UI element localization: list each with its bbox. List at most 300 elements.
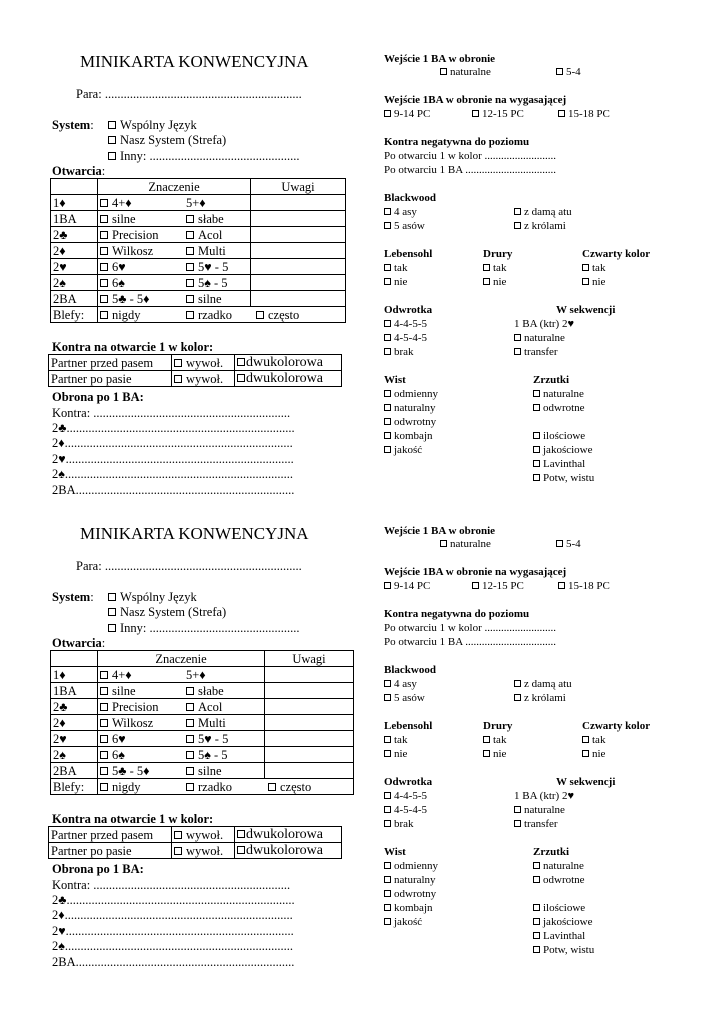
uwagi-cell[interactable] (265, 763, 354, 779)
checkbox-icon[interactable] (108, 152, 116, 160)
zrzutki-ilosciowe[interactable]: ilościowe (533, 430, 585, 442)
checkbox-icon[interactable] (384, 890, 391, 897)
znaczenie-options: 6♥ 5♥ - 5 (98, 731, 265, 747)
pc-9-14[interactable]: 9-14 PC (384, 580, 430, 592)
checkbox-icon[interactable] (514, 222, 521, 229)
kontra-kolor-label: Kontra na otwarcie 1 w kolor: (52, 340, 214, 354)
kontra-neg-1ba[interactable]: Po otwarciu 1 BA ................................. (384, 636, 557, 648)
checkbox-icon[interactable] (108, 121, 116, 129)
checkbox-icon[interactable] (237, 830, 245, 838)
bw-4-asy[interactable]: 4 asy (384, 678, 417, 690)
checkbox-icon[interactable] (582, 736, 589, 743)
wejscie-wyg-label: Wejście 1BA w obronie na wygasającej (384, 94, 567, 106)
uwagi-cell[interactable] (265, 683, 354, 699)
bw-4-asy[interactable]: 4 asy (384, 206, 417, 218)
otwarcie-row (51, 763, 354, 779)
dwukolorowa-option[interactable]: dwukolorowa (235, 827, 342, 843)
checkbox-icon[interactable] (533, 946, 540, 953)
drury-label: Drury (483, 248, 513, 260)
wejscie-naturalne[interactable]: naturalne (440, 538, 491, 550)
wywol-option[interactable]: wywoł. (172, 843, 235, 859)
wejscie-label: Wejście 1 BA w obronie (384, 53, 496, 65)
znaczenie-options: silne słabe (98, 683, 265, 699)
wist-naturalny[interactable]: naturalny (384, 874, 436, 886)
wejscie-label: Wejście 1 BA w obronie (384, 525, 496, 537)
odwrotka-label: Odwrotka (384, 776, 433, 788)
checkbox-icon[interactable] (582, 278, 589, 285)
checkbox-icon[interactable] (186, 295, 194, 303)
czwarty-nie[interactable]: nie (582, 276, 605, 288)
otwarcie-label: 2♠ (51, 275, 98, 291)
checkbox-icon[interactable] (100, 719, 108, 727)
drury-label: Drury (483, 720, 513, 732)
checkbox-icon[interactable] (100, 295, 108, 303)
uwagi-cell[interactable] (265, 667, 354, 683)
checkbox-icon[interactable] (186, 311, 194, 319)
obrona-label: Obrona po 1 BA: (52, 390, 144, 404)
blefy-label: Blefy: (51, 779, 98, 795)
otwarcie-label: 2♥ (51, 731, 98, 747)
checkbox-icon[interactable] (384, 264, 391, 271)
para-field[interactable]: ............................................................... (104, 559, 302, 573)
czwarty-tak[interactable]: tak (582, 734, 605, 746)
zrzutki-label: Zrzutki (533, 846, 570, 858)
checkbox-icon[interactable] (384, 110, 391, 117)
partner-po-label: Partner po pasie (49, 843, 172, 859)
otwarcie-row (51, 195, 346, 211)
checkbox-icon[interactable] (186, 735, 194, 743)
sekwencji-transfer[interactable]: transfer (514, 818, 558, 830)
minikarta-bottom (0, 472, 724, 969)
wejscie-5-4[interactable]: 5-4 (556, 66, 581, 78)
checkbox-icon[interactable] (384, 208, 391, 215)
checkbox-icon[interactable] (514, 680, 521, 687)
obrona-2d[interactable]: 2♦......................................................................... (52, 436, 293, 450)
uwagi-cell[interactable] (251, 211, 346, 227)
checkbox-icon[interactable] (582, 750, 589, 757)
checkbox-icon[interactable] (533, 876, 540, 883)
lebensohl-label: Lebensohl (384, 720, 433, 732)
checkbox-icon[interactable] (384, 278, 391, 285)
checkbox-icon[interactable] (186, 231, 194, 239)
checkbox-icon[interactable] (384, 320, 391, 327)
otwarcie-row (51, 211, 346, 227)
para-row (76, 87, 302, 102)
znaczenie-options: Precision Acol (98, 227, 251, 243)
otwarcie-row (51, 667, 354, 683)
checkbox-icon[interactable] (186, 687, 194, 695)
znaczenie-options: Wilkosz Multi (98, 715, 265, 731)
wejscie-naturalne[interactable]: naturalne (440, 66, 491, 78)
zrzutki-potw-wistu[interactable]: Potw, wistu (533, 944, 594, 956)
odwrotka-4545[interactable]: 4-5-4-5 (384, 332, 427, 344)
uwagi-cell[interactable] (265, 731, 354, 747)
checkbox-icon[interactable] (472, 582, 479, 589)
checkbox-icon[interactable] (533, 404, 540, 411)
wywol-option[interactable]: wywoł. (172, 371, 235, 387)
obrona-2s[interactable]: 2♠......................................................................... (52, 939, 294, 953)
znaczenie-options: 4+♦ 5+♦ (98, 195, 251, 211)
checkbox-icon[interactable] (174, 375, 182, 383)
checkbox-icon[interactable] (100, 783, 108, 791)
checkbox-icon[interactable] (440, 540, 447, 547)
obrona-2d[interactable]: 2♦......................................................................... (52, 908, 293, 922)
otwarcie-label: 2♣ (51, 227, 98, 243)
checkbox-icon[interactable] (483, 750, 490, 757)
bw-z-krolami[interactable]: z królami (514, 692, 566, 704)
card-title: MINIKARTA KONWENCYJNA (80, 52, 309, 71)
system-option-wspolny[interactable]: Wspólny Język (108, 590, 197, 605)
otwarcie-label: 2BA (51, 763, 98, 779)
checkbox-icon[interactable] (100, 767, 108, 775)
sekwencji-transfer[interactable]: transfer (514, 346, 558, 358)
checkbox-icon[interactable] (384, 736, 391, 743)
checkbox-icon[interactable] (384, 446, 391, 453)
checkbox-icon[interactable] (100, 751, 108, 759)
wist-odmienny[interactable]: odmienny (384, 388, 438, 400)
checkbox-icon[interactable] (186, 263, 194, 271)
zrzutki-ilosciowe[interactable]: ilościowe (533, 902, 585, 914)
lebensohl-tak[interactable]: tak (384, 734, 407, 746)
wist-naturalny[interactable]: naturalny (384, 402, 436, 414)
checkbox-icon[interactable] (440, 68, 447, 75)
otwarcie-row (51, 291, 346, 307)
para-label: Para: (76, 87, 102, 101)
partner-przed-label: Partner przed pasem (49, 827, 172, 843)
odwrotka-label: Odwrotka (384, 304, 433, 316)
obrona-2h[interactable]: 2♥......................................................................... (52, 924, 294, 938)
pc-9-14[interactable]: 9-14 PC (384, 108, 430, 120)
checkbox-icon[interactable] (558, 582, 565, 589)
zrzutki-lavinthal[interactable]: Lavinthal (533, 930, 585, 942)
system-option-nasz[interactable]: Nasz System (Strefa) (108, 605, 226, 620)
sekwencji-label: W sekwencji (556, 304, 616, 316)
checkbox-icon[interactable] (384, 694, 391, 701)
znaczenie-options: 4+♦ 5+♦ (98, 667, 265, 683)
wist-kombajn[interactable]: kombajn (384, 430, 433, 442)
checkbox-icon[interactable] (186, 783, 194, 791)
wejscie-5-4[interactable]: 5-4 (556, 538, 581, 550)
zrzutki-naturalne[interactable]: naturalne (533, 860, 584, 872)
checkbox-icon[interactable] (483, 264, 490, 271)
kontra-kolor-table (48, 354, 342, 387)
znaczenie-options: 6♠ 5♠ - 5 (98, 747, 265, 763)
zrzutki-jakosciowe[interactable]: jakościowe (533, 444, 592, 456)
znaczenie-options: 5♣ - 5♦ silne (98, 763, 265, 779)
lebensohl-nie[interactable]: nie (384, 748, 407, 760)
otwarcie-row (51, 259, 346, 275)
drury-tak[interactable]: tak (483, 262, 506, 274)
obrona-2c[interactable]: 2♣......................................................................... (52, 421, 295, 435)
lebensohl-nie[interactable]: nie (384, 276, 407, 288)
checkbox-icon[interactable] (186, 279, 194, 287)
odwrotka-4455[interactable]: 4-4-5-5 (384, 318, 427, 330)
checkbox-icon[interactable] (186, 751, 194, 759)
wist-kombajn[interactable]: kombajn (384, 902, 433, 914)
card-title: MINIKARTA KONWENCYJNA (80, 524, 309, 543)
bw-z-krolami[interactable]: z królami (514, 220, 566, 232)
otwarcie-label: 1♦ (51, 667, 98, 683)
checkbox-icon[interactable] (384, 806, 391, 813)
zrzutki-odwrotne[interactable]: odwrotne (533, 402, 585, 414)
checkbox-icon[interactable] (483, 736, 490, 743)
checkbox-icon[interactable] (556, 68, 563, 75)
otwarcie-label: 1BA (51, 211, 98, 227)
checkbox-icon[interactable] (108, 136, 116, 144)
otwarcie-label: 2♠ (51, 747, 98, 763)
system-option-inny[interactable]: Inny: ................................................ (108, 621, 300, 636)
otwarcie-row (51, 227, 346, 243)
wejscie-wyg-label: Wejście 1BA w obronie na wygasającej (384, 566, 567, 578)
checkbox-icon[interactable] (268, 783, 276, 791)
checkbox-icon[interactable] (100, 703, 108, 711)
checkbox-icon[interactable] (556, 540, 563, 547)
uwagi-cell[interactable] (265, 699, 354, 715)
checkbox-icon[interactable] (514, 208, 521, 215)
drury-nie[interactable]: nie (483, 276, 506, 288)
checkbox-icon[interactable] (533, 862, 540, 869)
drury-tak[interactable]: tak (483, 734, 506, 746)
kontra-neg-1ba[interactable]: Po otwarciu 1 BA ................................. (384, 164, 557, 176)
wist-jakosc[interactable]: jakość (384, 444, 422, 456)
bw-5-asow[interactable]: 5 asów (384, 220, 425, 232)
odwrotka-brak[interactable]: brak (384, 818, 414, 830)
checkbox-icon[interactable] (558, 110, 565, 117)
obrona-2nt[interactable]: 2BA...................................................................... (52, 483, 295, 497)
dwukolorowa-option[interactable]: dwukolorowa (235, 355, 342, 371)
pc-15-18[interactable]: 15-18 PC (558, 108, 610, 120)
otwarcie-row (51, 699, 354, 715)
checkbox-icon[interactable] (186, 703, 194, 711)
kontra-neg-kolor[interactable]: Po otwarciu 1 w kolor .......................... (384, 622, 557, 634)
checkbox-icon[interactable] (384, 750, 391, 757)
wywol-option[interactable]: wywoł. (172, 355, 235, 371)
checkbox-icon[interactable] (533, 904, 540, 911)
checkbox-icon[interactable] (384, 432, 391, 439)
para-field[interactable]: ............................................................... (104, 87, 302, 101)
znaczenie-options: 6♥ 5♥ - 5 (98, 259, 251, 275)
znaczenie-options: silne słabe (98, 211, 251, 227)
checkbox-icon[interactable] (100, 687, 108, 695)
uwagi-cell[interactable] (251, 227, 346, 243)
checkbox-icon[interactable] (384, 792, 391, 799)
checkbox-icon[interactable] (384, 390, 391, 397)
checkbox-icon[interactable] (384, 918, 391, 925)
checkbox-icon[interactable] (384, 404, 391, 411)
uwagi-cell[interactable] (251, 275, 346, 291)
otwarcie-label: 1♦ (51, 195, 98, 211)
czwarty-label: Czwarty kolor (582, 248, 651, 260)
checkbox-icon[interactable] (100, 671, 108, 679)
sekwencji-naturalne[interactable]: naturalne (514, 804, 565, 816)
checkbox-icon[interactable] (384, 222, 391, 229)
wist-label: Wist (384, 846, 406, 858)
otwarcie-label: 2♥ (51, 259, 98, 275)
checkbox-icon[interactable] (533, 460, 540, 467)
checkbox-icon[interactable] (472, 110, 479, 117)
checkbox-icon[interactable] (186, 215, 194, 223)
checkbox-icon[interactable] (384, 820, 391, 827)
checkbox-icon[interactable] (186, 247, 194, 255)
checkbox-icon[interactable] (174, 847, 182, 855)
wist-jakosc[interactable]: jakość (384, 916, 422, 928)
dwukolorowa-option[interactable]: dwukolorowa (235, 843, 342, 859)
otwarcia-label: Otwarcia: (52, 164, 106, 178)
system-option-inny[interactable]: Inny: ................................................ (108, 149, 300, 164)
sekwencji-line: 1 BA (ktr) 2♥ (514, 790, 575, 802)
pc-15-18[interactable]: 15-18 PC (558, 580, 610, 592)
partner-po-label: Partner po pasie (49, 371, 172, 387)
checkbox-icon[interactable] (533, 390, 540, 397)
checkbox-icon[interactable] (514, 334, 521, 341)
blefy-options: nigdy rzadko często (98, 779, 354, 795)
otwarcia-table (50, 178, 346, 323)
uwagi-cell[interactable] (251, 195, 346, 211)
uwagi-cell[interactable] (265, 747, 354, 763)
checkbox-icon[interactable] (384, 348, 391, 355)
uwagi-header: Uwagi (251, 179, 346, 195)
obrona-kontra[interactable]: Kontra: ............................................................... (52, 878, 291, 892)
otwarcia-table (50, 650, 354, 795)
system-option-wspolny[interactable]: Wspólny Język (108, 118, 197, 133)
checkbox-icon[interactable] (100, 247, 108, 255)
bw-z-dama[interactable]: z damą atu (514, 206, 572, 218)
checkbox-icon[interactable] (174, 831, 182, 839)
uwagi-header: Uwagi (265, 651, 354, 667)
zrzutki-jakosciowe[interactable]: jakościowe (533, 916, 592, 928)
otwarcie-row (51, 715, 354, 731)
uwagi-cell[interactable] (251, 291, 346, 307)
checkbox-icon[interactable] (237, 846, 245, 854)
checkbox-icon[interactable] (384, 334, 391, 341)
sekwencji-naturalne[interactable]: naturalne (514, 332, 565, 344)
checkbox-icon[interactable] (384, 582, 391, 589)
otwarcie-row (51, 731, 354, 747)
checkbox-icon[interactable] (384, 680, 391, 687)
checkbox-icon[interactable] (533, 932, 540, 939)
zrzutki-lavinthal[interactable]: Lavinthal (533, 458, 585, 470)
checkbox-icon[interactable] (384, 418, 391, 425)
checkbox-icon[interactable] (100, 199, 108, 207)
kontra-neg-kolor[interactable]: Po otwarciu 1 w kolor .......................... (384, 150, 557, 162)
checkbox-icon[interactable] (108, 593, 116, 601)
blefy-label: Blefy: (51, 307, 98, 323)
otwarcie-label: 2♦ (51, 715, 98, 731)
checkbox-icon[interactable] (514, 820, 521, 827)
lebensohl-tak[interactable]: tak (384, 262, 407, 274)
pc-12-15[interactable]: 12-15 PC (472, 108, 524, 120)
uwagi-cell[interactable] (251, 259, 346, 275)
checkbox-icon[interactable] (533, 918, 540, 925)
checkbox-icon[interactable] (514, 348, 521, 355)
drury-nie[interactable]: nie (483, 748, 506, 760)
para-row (76, 559, 302, 574)
uwagi-cell[interactable] (251, 243, 346, 259)
blefy-options: nigdy rzadko często (98, 307, 346, 323)
checkbox-icon[interactable] (174, 359, 182, 367)
checkbox-icon[interactable] (108, 624, 116, 632)
czwarty-tak[interactable]: tak (582, 262, 605, 274)
wist-odwrotny[interactable]: odwrotny (384, 888, 436, 900)
otwarcie-label: 2♣ (51, 699, 98, 715)
para-label: Para: (76, 559, 102, 573)
minikarta-top (0, 0, 724, 497)
checkbox-icon[interactable] (100, 231, 108, 239)
checkbox-icon[interactable] (514, 694, 521, 701)
checkbox-icon[interactable] (237, 374, 245, 382)
zrzutki-potw-wistu[interactable]: Potw, wistu (533, 472, 594, 484)
bw-z-dama[interactable]: z damą atu (514, 678, 572, 690)
otwarcie-row (51, 683, 354, 699)
checkbox-icon[interactable] (186, 719, 194, 727)
partner-przed-label: Partner przed pasem (49, 355, 172, 371)
checkbox-icon[interactable] (533, 432, 540, 439)
checkbox-icon[interactable] (582, 264, 589, 271)
zrzutki-odwrotne[interactable]: odwrotne (533, 874, 585, 886)
otwarcie-row (51, 243, 346, 259)
uwagi-cell[interactable] (265, 715, 354, 731)
znaczenie-options: 6♠ 5♠ - 5 (98, 275, 251, 291)
system-option-nasz[interactable]: Nasz System (Strefa) (108, 133, 226, 148)
otwarcie-row (51, 747, 354, 763)
checkbox-icon[interactable] (100, 263, 108, 271)
checkbox-icon[interactable] (186, 767, 194, 775)
otwarcie-row (51, 275, 346, 291)
zrzutki-naturalne[interactable]: naturalne (533, 388, 584, 400)
sekwencji-line: 1 BA (ktr) 2♥ (514, 318, 575, 330)
odwrotka-brak[interactable]: brak (384, 346, 414, 358)
otwarcie-label: 2♦ (51, 243, 98, 259)
checkbox-icon[interactable] (237, 358, 245, 366)
system-label: System: (52, 590, 94, 604)
checkbox-icon[interactable] (514, 806, 521, 813)
bw-5-asow[interactable]: 5 asów (384, 692, 425, 704)
checkbox-icon[interactable] (108, 608, 116, 616)
odwrotka-4545[interactable]: 4-5-4-5 (384, 804, 427, 816)
sekwencji-label: W sekwencji (556, 776, 616, 788)
checkbox-icon[interactable] (100, 215, 108, 223)
kontra-neg-label: Kontra negatywna do poziomu (384, 608, 530, 620)
obrona-2s[interactable]: 2♠......................................................................... (52, 467, 294, 481)
wist-odwrotny[interactable]: odwrotny (384, 416, 436, 428)
kontra-kolor-label: Kontra na otwarcie 1 w kolor: (52, 812, 214, 826)
znaczenie-options: 5♣ - 5♦ silne (98, 291, 251, 307)
odwrotka-4455[interactable]: 4-4-5-5 (384, 790, 427, 802)
checkbox-icon[interactable] (384, 862, 391, 869)
obrona-label: Obrona po 1 BA: (52, 862, 144, 876)
obrona-2h[interactable]: 2♥......................................................................... (52, 452, 294, 466)
czwarty-nie[interactable]: nie (582, 748, 605, 760)
otwarcia-label: Otwarcia: (52, 636, 106, 650)
checkbox-icon[interactable] (100, 311, 108, 319)
obrona-2nt[interactable]: 2BA...................................................................... (52, 955, 295, 969)
wist-odmienny[interactable]: odmienny (384, 860, 438, 872)
otwarcie-label: 1BA (51, 683, 98, 699)
dwukolorowa-option[interactable]: dwukolorowa (235, 371, 342, 387)
checkbox-icon[interactable] (256, 311, 264, 319)
pc-12-15[interactable]: 12-15 PC (472, 580, 524, 592)
znaczenie-header: Znaczenie (98, 179, 251, 195)
checkbox-icon[interactable] (100, 279, 108, 287)
wywol-option[interactable]: wywoł. (172, 827, 235, 843)
checkbox-icon[interactable] (100, 735, 108, 743)
checkbox-icon[interactable] (384, 904, 391, 911)
checkbox-icon[interactable] (384, 876, 391, 883)
obrona-2c[interactable]: 2♣......................................................................... (52, 893, 295, 907)
checkbox-icon[interactable] (533, 446, 540, 453)
checkbox-icon[interactable] (483, 278, 490, 285)
obrona-kontra[interactable]: Kontra: ............................................................... (52, 406, 291, 420)
